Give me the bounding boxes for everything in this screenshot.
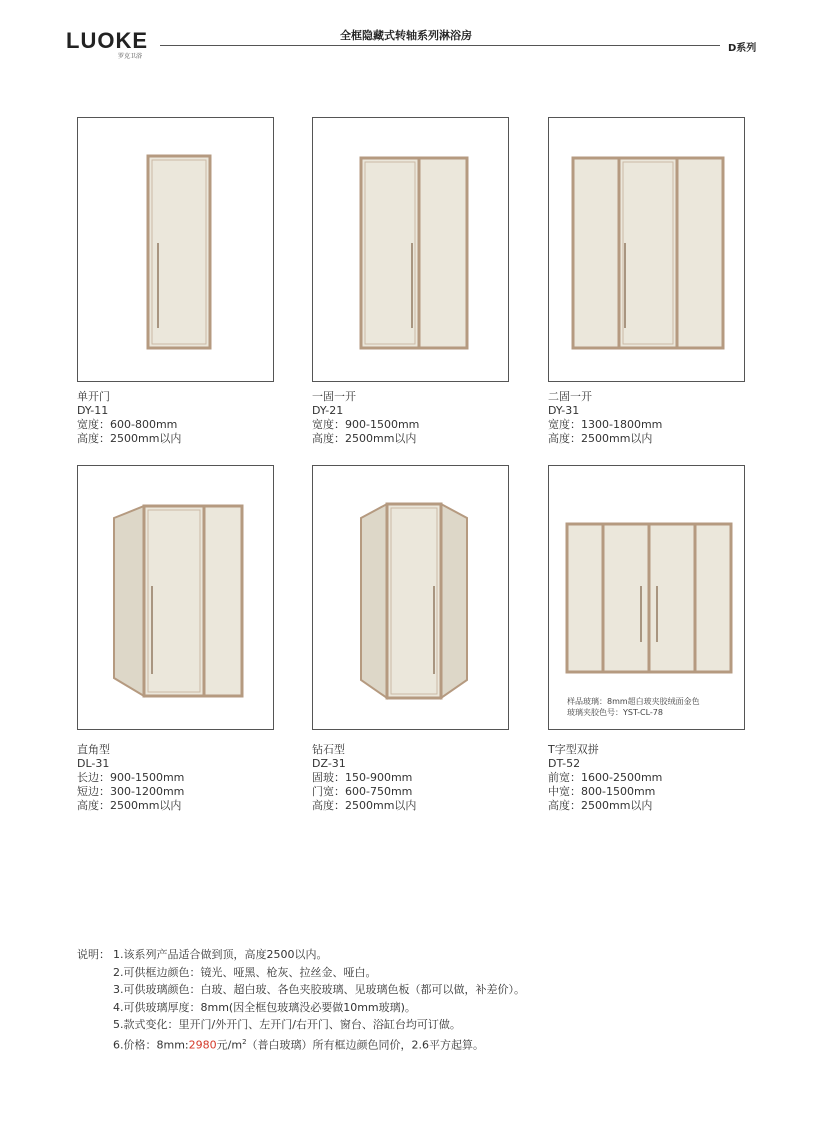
product-name: 钻石型: [312, 743, 345, 756]
price-unit-sup: 2: [242, 1037, 247, 1046]
t-type-double-illustration: [549, 466, 746, 731]
product-image-dz31: [312, 465, 509, 730]
sample-glass-caption: [567, 696, 700, 718]
product-model: DZ-31: [312, 757, 346, 770]
product-spec: 固玻：150-900mm: [312, 771, 413, 784]
product-name: 直角型: [77, 743, 110, 756]
product-name: 一固一开: [312, 390, 356, 403]
brand-logo: [66, 30, 148, 60]
product-spec: 高度：2500mm以内: [312, 799, 417, 812]
note-text: 4.可供玻璃厚度：8mm(因全框包玻璃没必要做10mm玻璃)。: [113, 1000, 416, 1014]
caption-line: 样品玻璃：8mm超白玻夹胶绒面金色: [567, 697, 700, 706]
note-row: [77, 999, 525, 1017]
note-row: [77, 946, 525, 964]
product-spec: 高度：2500mm以内: [77, 799, 182, 812]
product-spec: 宽度：600-800mm: [77, 418, 178, 431]
product-model: DY-11: [77, 404, 109, 417]
product-spec: 高度：2500mm以内: [77, 432, 182, 445]
product-model: DL-31: [77, 757, 110, 770]
product-desc-dz31: [312, 743, 416, 813]
note-text: 1.该系列产品适合做到顶，高度2500以内。: [113, 948, 328, 961]
note-text: 3.可供玻璃颜色：白玻、超白玻、各色夹胶玻璃、见玻璃色板（都可以做，补差价）。: [113, 983, 525, 996]
two-fixed-one-door-illustration: [549, 118, 746, 383]
note-text: 5.款式变化：里开门/外开门、左开门/右开门、窗台、浴缸台均可订做。: [113, 1018, 461, 1031]
product-image-dy21: [312, 117, 509, 382]
product-name: 单开门: [77, 390, 110, 403]
product-spec: 中宽：800-1500mm: [548, 785, 656, 798]
page-title: 全框隐藏式转轴系列淋浴房: [340, 29, 472, 42]
price-unit: 元/m: [216, 1038, 243, 1052]
product-model: DT-52: [548, 757, 581, 770]
corner-type-illustration: [78, 466, 275, 731]
note-row: [77, 964, 525, 982]
product-spec: 高度：2500mm以内: [548, 799, 653, 812]
product-spec: 高度：2500mm以内: [312, 432, 417, 445]
notes-section: [77, 946, 525, 1054]
product-desc-dy21: [312, 390, 419, 446]
product-spec: 高度：2500mm以内: [548, 432, 653, 445]
product-spec: 宽度：900-1500mm: [312, 418, 420, 431]
logo-subtext: 罗克卫浴: [118, 53, 143, 60]
caption-line: 玻璃夹胶色号：YST-CL-78: [567, 708, 663, 717]
product-spec: 短边：300-1200mm: [77, 785, 185, 798]
product-spec: 长边：900-1500mm: [77, 771, 185, 784]
diamond-type-illustration: [313, 466, 510, 731]
product-model: DY-21: [312, 404, 344, 417]
product-desc-dy11: [77, 390, 181, 446]
price-suffix: （普白玻璃）所有框边颜色同价，2.6平方起算。: [246, 1038, 485, 1052]
product-name: 二固一开: [548, 390, 592, 403]
price-prefix: 6.价格：8mm:: [113, 1038, 189, 1052]
one-fixed-one-door-illustration: [313, 118, 510, 383]
product-image-dy11: [77, 117, 274, 382]
note-row: [77, 1016, 525, 1034]
product-name: T字型双拼: [548, 743, 599, 756]
product-spec: 宽度：1300-1800mm: [548, 418, 663, 431]
product-image-dy31: [548, 117, 745, 382]
product-image-dl31: [77, 465, 274, 730]
note-row: [77, 981, 525, 999]
product-model: DY-31: [548, 404, 580, 417]
product-desc-dy31: [548, 390, 662, 446]
series-label: D系列: [728, 43, 757, 54]
note-text: 2.可供框边颜色：镜光、哑黑、枪灰、拉丝金、哑白。: [113, 965, 377, 979]
logo-text: LUOKE: [66, 28, 148, 53]
product-desc-dl31: [77, 743, 184, 813]
notes-label: 说明：: [77, 948, 110, 961]
header-divider: [160, 45, 720, 46]
price-value: 2980: [188, 1038, 217, 1052]
single-door-illustration: [78, 118, 275, 383]
product-desc-dt52: [548, 743, 662, 813]
product-image-dt52: [548, 465, 745, 730]
product-spec: 前宽：1600-2500mm: [548, 771, 663, 784]
product-spec: 门宽：600-750mm: [312, 785, 413, 798]
note-row-price: [77, 1034, 525, 1054]
